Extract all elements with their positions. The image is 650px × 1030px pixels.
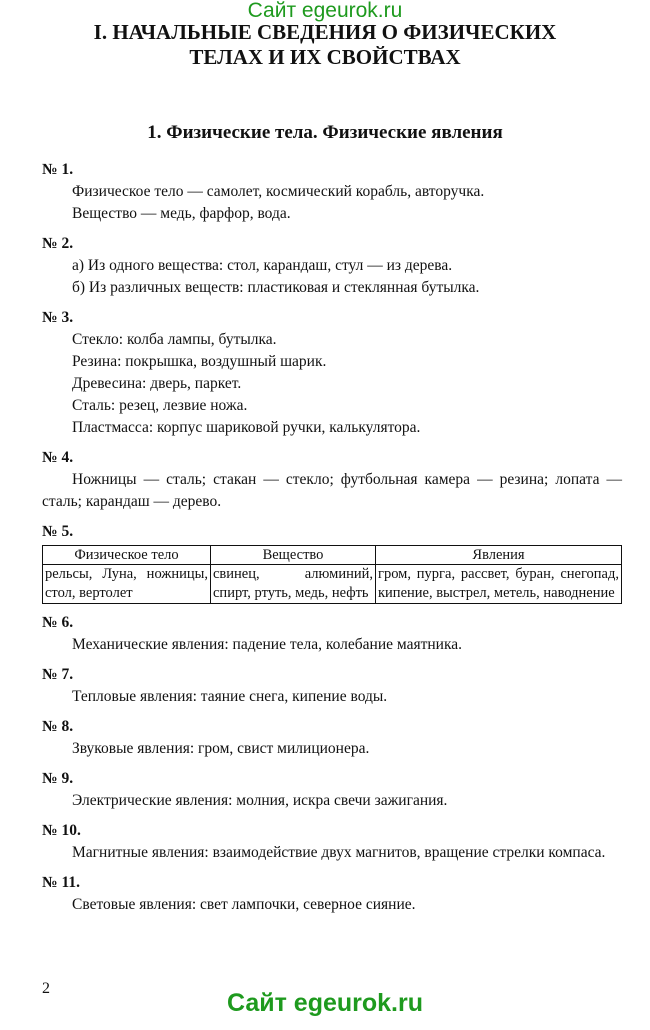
answer-line: Сталь: резец, лезвие ножа. <box>72 397 248 414</box>
task-11 <box>42 872 622 916</box>
chapter-title <box>0 20 650 70</box>
task-2 <box>42 233 622 299</box>
task-number: № 11. <box>42 874 80 891</box>
table-header-cell: Явления <box>376 546 622 565</box>
task-number: № 1. <box>42 161 74 178</box>
section-title: 1. Физические тела. Физические явления <box>147 122 503 143</box>
task-number: № 2. <box>42 235 74 252</box>
answer-line: Резина: покрышка, воздушный шарик. <box>72 353 327 370</box>
task-number: № 6. <box>42 614 74 631</box>
task-1 <box>42 159 622 225</box>
answer-line: Световые явления: свет лампочки, северное сияние. <box>72 896 416 913</box>
task-number: № 9. <box>42 770 74 787</box>
answer-line: а) Из одного вещества: стол, карандаш, стул — из дерева. <box>72 257 453 274</box>
task-8 <box>42 716 622 760</box>
task-number: № 4. <box>42 449 74 466</box>
answer-line: Звуковые явления: гром, свист милиционера. <box>72 740 370 757</box>
task-number: № 8. <box>42 718 74 735</box>
answers-list <box>42 159 622 924</box>
answer-line: Вещество — медь, фарфор, вода. <box>72 205 291 222</box>
answer-line: Электрические явления: молния, искра свечи зажигания. <box>72 792 448 809</box>
answer-line: Стекло: колба лампы, бутылка. <box>72 331 277 348</box>
task-number: № 3. <box>42 309 74 326</box>
answer-line: Тепловые явления: таяние снега, кипение воды. <box>72 688 388 705</box>
answer-line: б) Из различных веществ: пластиковая и стеклянная бутылка. <box>72 279 480 296</box>
answer-paragraph: Магнитные явления: взаимодействие двух магнитов, вращение стрелки компаса. <box>72 844 606 861</box>
watermark-top: Сайт egeurok.ru <box>247 0 403 22</box>
task-5 <box>42 521 622 604</box>
table-header-cell: Вещество <box>211 546 376 565</box>
table-row <box>43 565 622 604</box>
answer-table <box>42 545 622 604</box>
table-cell: рельсы, Луна, ножницы, стол, вертолет <box>43 565 211 604</box>
task-3 <box>42 307 622 439</box>
task-6 <box>42 612 622 656</box>
task-number: № 10. <box>42 822 81 839</box>
answer-line: Пластмасса: корпус шариковой ручки, калькулятора. <box>72 419 421 436</box>
answer-line: Физическое тело — самолет, космический корабль, авторучка. <box>72 183 485 200</box>
table-header-cell: Физическое тело <box>43 546 211 565</box>
watermark-bottom: Сайт egeurok.ru <box>226 989 424 1017</box>
chapter-title-line1: I. НАЧАЛЬНЫЕ СВЕДЕНИЯ О ФИЗИЧЕСКИХ <box>93 20 557 44</box>
chapter-title-line2: ТЕЛАХ И ИХ СВОЙСТВАХ <box>189 45 461 69</box>
table-header-row <box>43 546 622 565</box>
task-number: № 7. <box>42 666 74 683</box>
page-number: 2 <box>42 980 50 997</box>
answer-paragraph: Ножницы — сталь; стакан — стекло; футбольная камера — резина; лопата — сталь; карандаш — дерево. <box>42 471 622 510</box>
task-number: № 5. <box>42 523 74 540</box>
task-9 <box>42 768 622 812</box>
answer-line: Механические явления: падение тела, колебание маятника. <box>72 636 462 653</box>
table-cell: свинец, алюминий, спирт, ртуть, медь, нефть <box>211 565 376 604</box>
table-cell: гром, пурга, рассвет, буран, снегопад, кипение, выстрел, метель, наводнение <box>376 565 622 604</box>
answer-line: Древесина: дверь, паркет. <box>72 375 242 392</box>
task-7 <box>42 664 622 708</box>
task-4 <box>42 447 622 513</box>
task-10 <box>42 820 622 864</box>
